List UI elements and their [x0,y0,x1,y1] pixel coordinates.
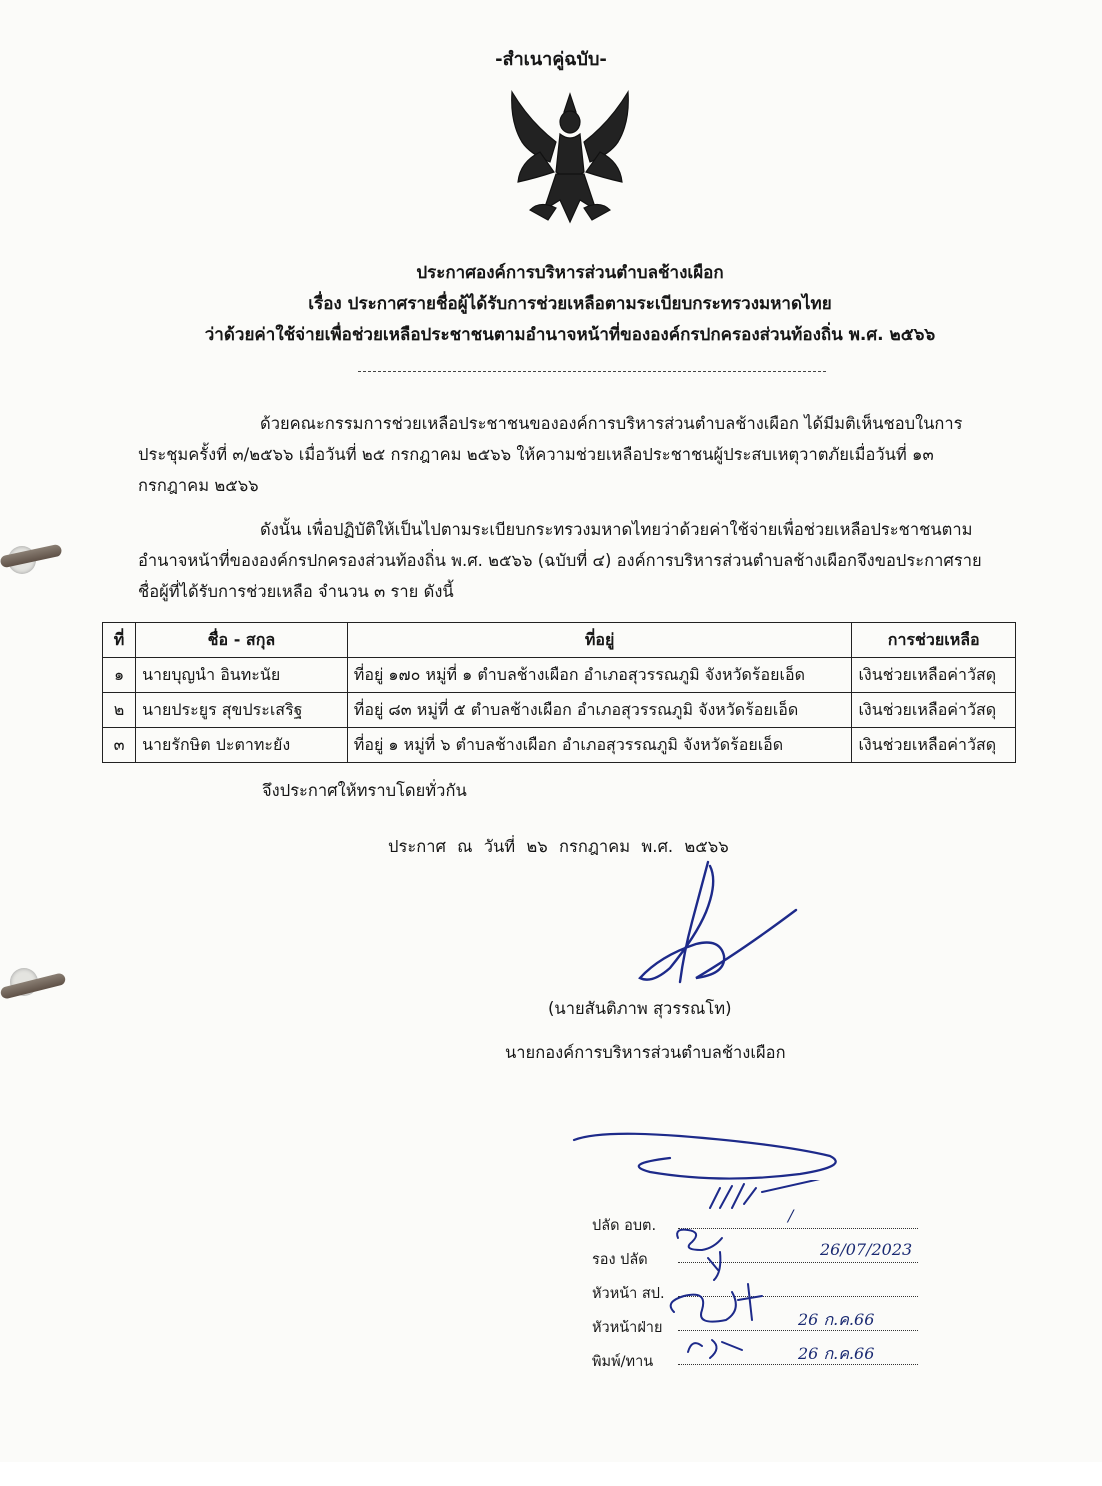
routing-label: หัวหน้า สป. [592,1286,665,1302]
routing-initials [662,1180,842,1370]
announcement-title [120,258,1020,351]
table-row [103,658,1016,693]
cell-no: ๒ [103,693,136,728]
routing-signature [560,1126,860,1186]
mayor-signature [600,852,800,992]
cell-aid: เงินช่วยเหลือค่าวัสดุ [852,658,1016,693]
routing-label: รอง ปลัด [592,1252,648,1268]
garuda-emblem [500,82,640,242]
routing-note: 26 ก.ค.66 [798,1310,875,1329]
routing-label: พิมพ์/ทาน [592,1354,654,1370]
title-divider [358,371,826,372]
announcement-date: ประกาศ ณ วันที่ ๒๖ กรกฎาคม พ.ศ. ๒๕๖๖ [388,837,729,856]
para1-text: ด้วยคณะกรรมการช่วยเหลือประชาชนขององค์การบริหารส่วนตำบลช้างเผือก ได้มีมติเห็นชอบในการประชุมครั้งที่ ๓/๒๕๖๖ เมื่อวันที่ ๒๕ กรกฎาคม ๒๕๖๖ ให้ความช่วยเหลือประชาชนผู้ประสบเหตุวาตภัยเมื่อวันที่ ๑๓ กรกฎาคม ๒๕๖๖ [138,414,963,495]
routing-label: ปลัด อบต. [592,1218,657,1234]
cell-aid: เงินช่วยเหลือค่าวัสดุ [852,728,1016,763]
cell-address: ที่อยู่ ๑๗๐ หมู่ที่ ๑ ตำบลช้างเผือก อำเภอสุวรรณภูมิ จังหวัดร้อยเอ็ด [347,658,852,693]
routing-note: / [788,1206,794,1225]
body-paragraph-2 [138,514,998,607]
col-header-aid: การช่วยเหลือ [852,623,1016,658]
signer-position: นายกองค์การบริหารส่วนตำบลช้างเผือก [505,1043,786,1062]
col-header-address: ที่อยู่ [347,623,852,658]
table-header-row [103,623,1016,658]
page-bottom-edge [0,1462,1102,1486]
body-paragraph-1 [138,408,998,501]
signer-name: (นายสันติภาพ สุวรรณโท) [548,999,732,1018]
cell-name: นายบุญนำ อินทะนัย [136,658,348,693]
table-row [103,693,1016,728]
col-header-name: ชื่อ - สกุล [136,623,348,658]
cell-address: ที่อยู่ ๑ หมู่ที่ ๖ ตำบลช้างเผือก อำเภอสุวรรณภูมิ จังหวัดร้อยเอ็ด [347,728,852,763]
routing-label: หัวหน้าฝ่าย [592,1320,663,1336]
cell-address: ที่อยู่ ๘๓ หมู่ที่ ๕ ตำบลช้างเผือก อำเภอสุวรรณภูมิ จังหวัดร้อยเอ็ด [347,693,852,728]
recipients-table [102,622,1016,763]
table-row [103,728,1016,763]
routing-note: 26/07/2023 [820,1240,913,1259]
title-line-1: ประกาศองค์การบริหารส่วนตำบลช้างเผือก [416,263,724,283]
cell-name: นายรักษิต ปะตาทะยัง [136,728,348,763]
para2-text: ดังนั้น เพื่อปฏิบัติให้เป็นไปตามระเบียบกระทรวงมหาดไทยว่าด้วยค่าใช้จ่ายเพื่อช่วยเหลือประชาชนตามอำนาจหน้าที่ขององค์กรปกครองส่วนท้องถิ่น พ.ศ. ๒๕๖๖ (ฉบับที่ ๔) องค์การบริหารส่วนตำบลช้างเผือกจึงขอประกาศรายชื่อผู้ที่ได้รับการช่วยเหลือ จำนวน ๓ ราย ดังนี้ [138,520,982,601]
cell-name: นายประยูร สุขประเสริฐ [136,693,348,728]
closing-statement: จึงประกาศให้ทราบโดยทั่วกัน [262,781,467,800]
title-line-2: เรื่อง ประกาศรายชื่อผู้ได้รับการช่วยเหลือตามระเบียบกระทรวงมหาดไทย [308,294,832,314]
routing-note: 26 ก.ค.66 [798,1344,875,1363]
cell-aid: เงินช่วยเหลือค่าวัสดุ [852,693,1016,728]
title-line-3: ว่าด้วยค่าใช้จ่ายเพื่อช่วยเหลือประชาชนตามอำนาจหน้าที่ขององค์กรปกครองส่วนท้องถิ่น พ.ศ. ๒๕๖๖ [204,325,936,345]
copy-label: -สำเนาคู่ฉบับ- [495,49,607,70]
cell-no: ๓ [103,728,136,763]
col-header-no: ที่ [103,623,136,658]
cell-no: ๑ [103,658,136,693]
